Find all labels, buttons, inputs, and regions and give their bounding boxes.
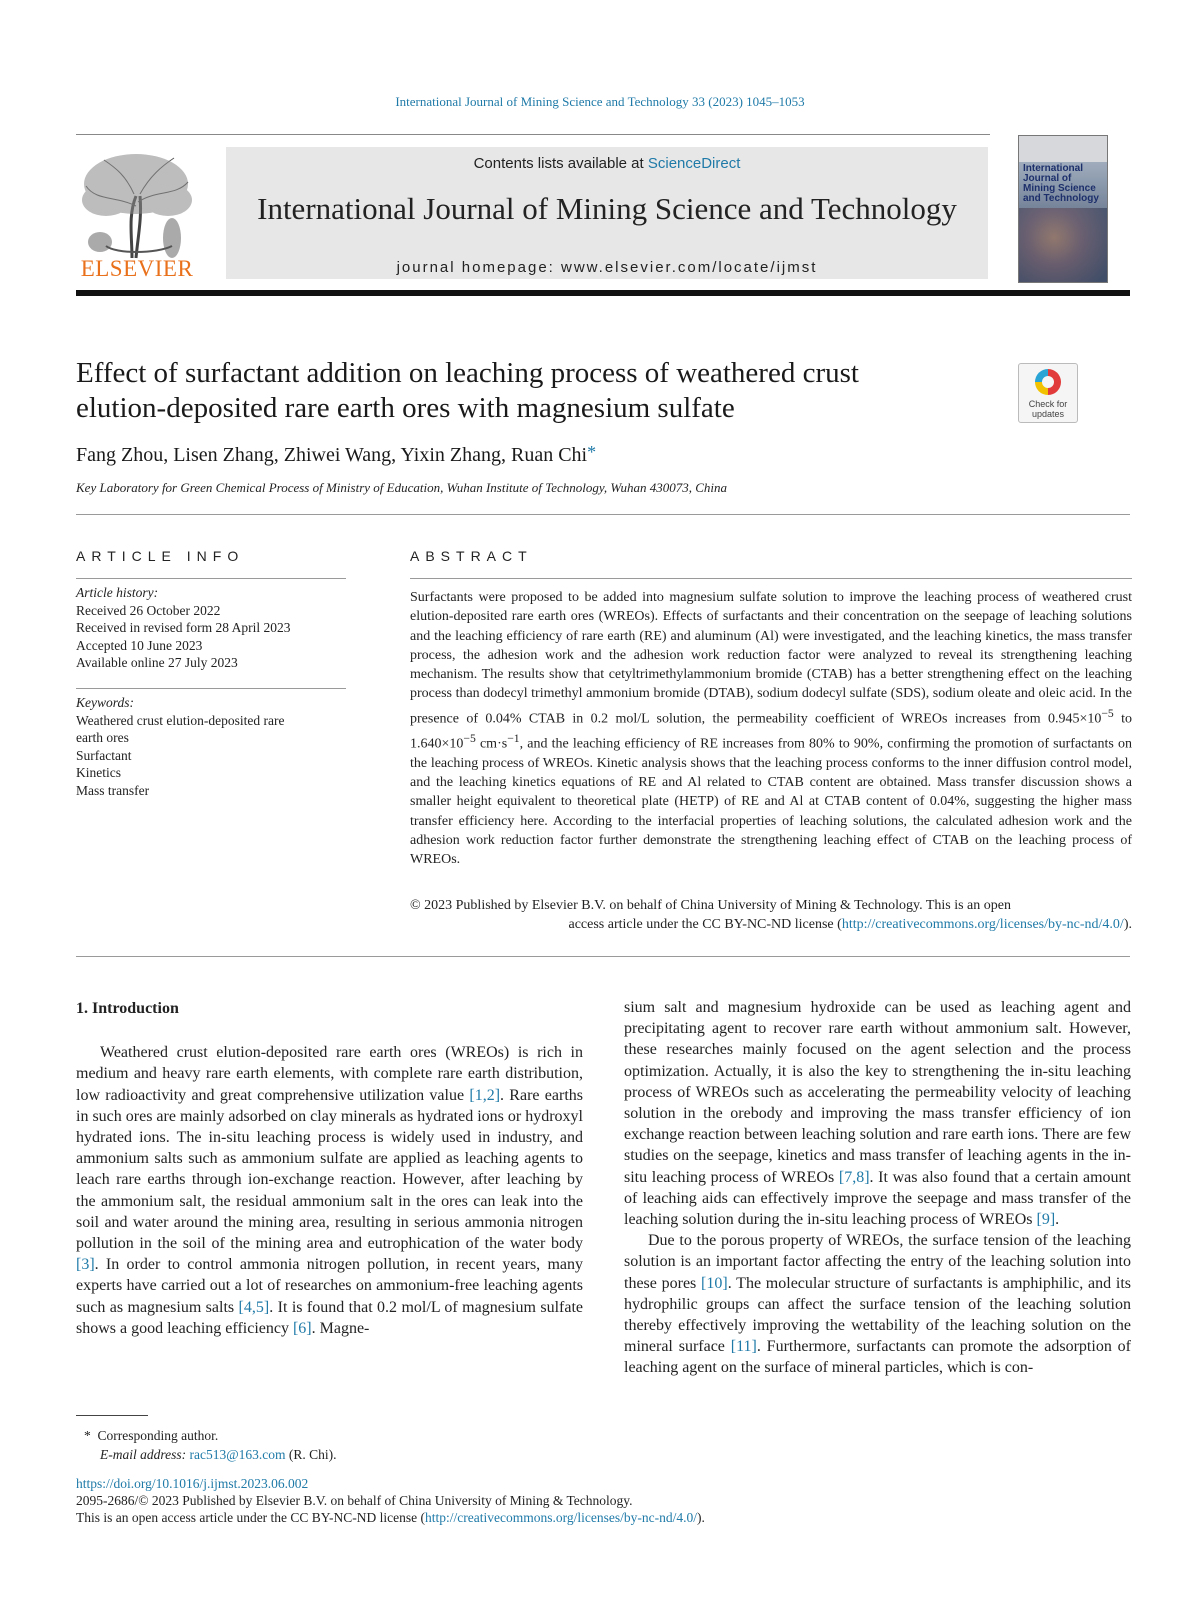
contents-line: Contents lists available at ScienceDirect — [473, 155, 741, 172]
intro-paragraph-1: Weathered crust elution-deposited rare earth ores (WREOs) is rich in medium and heavy rare earth elements, with complete rare earth distribution, low radioactivity and great comprehensive utilization value [1,2]. Rare earths in such ores are mainly adsorbed on clay minerals as hydrated ions or hydroxyl hydrated ions. The in-situ leaching process is widely used in industry, and ammonium salts such as ammonium sulfate are applied as leaching agents to leach rare earths through ion-exchange reaction. However, after leaching by the ammonium salt, the residual ammonium salt in the ores can leak into the soil and water around the mining area, resulting in serious ammonia nitrogen pollution in the soil of the mining area and eutrophication of the water body [3]. In order to control ammonia nitrogen pollution, in recent years, many experts have carried out a lot of researches on ammonium-free leaching agents such as magnesium salts [4,5]. It is found that 0.2 mol/L of magnesium sulfate shows a good leaching efficiency [6]. Magne- — [76, 1044, 584, 1337]
check-for-updates-button[interactable]: Check for updates — [1018, 363, 1078, 423]
journal-title: International Journal of Mining Science and Technology — [257, 191, 957, 226]
journal-masthead — [226, 147, 988, 279]
license-link[interactable]: http://creativecommons.org/licenses/by-nc-nd/4.0/ — [841, 917, 1124, 933]
abstract-text: Surfactants were proposed to be added into magnesium sulfate solution to improve the leaching process of weathered crust elution-deposited rare earth ores (WREOs). Effects of surfactants and their concentration on the seepage of leaching solutions and the leaching efficiency of rare earth (RE) and aluminum (Al) were investigated, and the leaching kinetics, the mass transfer process, the adhesion work and the adhesion work reduction factor were analyzed to reveal its strengthening leaching mechanism. The results show that cetyltrimethylammonium bromide (CTAB) has a better strengthening effect on the leaching process than dodecyl trimethyl ammonium bromide (DTAB), sodium dodecyl sulfate (SDS), sodium oleate and oleic acid. In the presence of 0.04% CTAB in 0.2 mol/L solution, the permeability coefficient of WREOs increases from $0.945\times 10^{-5}$ to $1.640\times 10^{-5}$ $cm\cdot s^{-1}$, and the leaching efficiency of RE increases from 80% to 90%, confirming the promotion of surfactants on the leaching process of WREOs. Kinetic analysis shows that the leaching process conforms to the inner diffusion control model, and the leaching kinetics equations of RE and Al related to CTAB content are obtained. Mass transfer discussion shows a smaller height equivalent to theoretical plate (HETP) of RE and Al at CTAB content of 0.04%, suggesting the higher mass transfer efficiency here. According to the interfacial properties of leaching solutions, the calculated adhesion work and the adhesion work reduction factor further demonstrate the strengthening leaching effect of CTAB on the leaching process of WREOs. — [410, 590, 1133, 868]
header-rule — [76, 134, 990, 135]
body-column-right — [624, 997, 1131, 1379]
citation-link[interactable]: [3] — [76, 1256, 95, 1274]
abstract-rule — [410, 578, 1132, 579]
check-updates-icon — [1035, 369, 1061, 395]
footnote-rule — [76, 1415, 148, 1416]
citation-link[interactable]: [9] — [1036, 1211, 1056, 1229]
email-link[interactable]: rac513@163.com — [189, 1447, 286, 1462]
issn-line: 2095-2686/© 2023 Published by Elsevier B.V. on behalf of China University of Mining & Technology. — [76, 1493, 633, 1508]
abstract-bottom-rule — [76, 956, 1130, 957]
intro-paragraph-1-continued: sium salt and magnesium hydroxide can be used as leaching agent and precipitating agent to recover rare earth without ammonium salt. However, these researches mainly focused on the agent selection and the process optimization. Actually, it is also the key to strengthening the in-situ leaching process of WREOs such as accelerating the permeability velocity of leaching solution in the orebody and improving the mass transfer efficiency of ion exchange reaction between leaching solution and rare earth ions. There are few studies on the seepage, kinetics and mass transfer of leaching agents in the in-situ leaching process of WREOs [7,8]. It was also found that a certain amount of leaching aids can effectively improve the seepage and mass transfer of the leaching solution during the in-situ leaching process of WREOs [9]. — [624, 999, 1131, 1229]
citation-link[interactable]: [6] — [292, 1319, 312, 1337]
header-thick-rule — [76, 290, 1130, 296]
article-info-rule — [76, 578, 346, 579]
author-list: Fang Zhou, Lisen Zhang, Zhiwei Wang, Yixin Zhang, Ruan Chi* — [76, 442, 597, 466]
footer-license: This is an open access article under the CC BY-NC-ND license (http://creativecommons.org/licenses/by-nc-nd/4.0/). — [76, 1510, 705, 1525]
abstract-copyright: © 2023 Published by Elsevier B.V. on behalf of China University of Mining & Technology. This is an open access article under the CC BY-NC-ND license (http://creativecommons.org/licenses/by-nc-nd/4.0/). — [410, 898, 1132, 933]
doi-link[interactable]: https://doi.org/10.1016/j.ijmst.2023.06.002 — [76, 1476, 309, 1491]
paper-title: Effect of surfactant addition on leaching process of weathered crust elution-deposited rare earth ores with magnesium sulfate — [76, 357, 859, 424]
corresponding-author-mark[interactable]: * — [587, 442, 597, 462]
journal-reference[interactable]: International Journal of Mining Science and Technology 33 (2023) 1045–1053 — [395, 94, 805, 109]
article-info-heading: ARTICLE INFO — [76, 548, 245, 564]
email-note: E-mail address: rac513@163.com (R. Chi). — [100, 1447, 337, 1462]
citation-link[interactable]: [10] — [701, 1274, 728, 1292]
citation-link[interactable]: [11] — [730, 1338, 757, 1356]
keywords: Keywords: Weathered crust elution-deposited rare earth ores Surfactant Kinetics Mass transfer — [76, 695, 285, 798]
article-history: Article history: Received 26 October 2022 Received in revised form 28 April 2023 Accepted 10 June 2023 Available online 27 July 2023 — [76, 585, 291, 670]
footer-license-link[interactable]: http://creativecommons.org/licenses/by-nc-nd/4.0/ — [425, 1510, 697, 1525]
journal-cover-image — [1018, 135, 1108, 283]
body-column-left — [76, 998, 583, 1339]
journal-homepage[interactable]: journal homepage: www.elsevier.com/locate/ijmst — [396, 259, 818, 276]
intro-paragraph-2: Due to the porous property of WREOs, the surface tension of the leaching solution is an important factor affecting the entry of the leaching solution into these pores [10]. The molecular structure of surfactants is amphiphilic, and its hydrophilic groups can affect the surface tension of the leaching solution thereby effectively improving the wettability of the leaching solution on the mineral surface [11]. Furthermore, surfactants can promote the adsorption of leaching agent on the surface of mineral particles, which is con- — [624, 1232, 1132, 1377]
elsevier-logo-text: ELSEVIER — [80, 256, 194, 281]
citation-link[interactable]: [1,2] — [469, 1086, 501, 1104]
section-heading-introduction: 1. Introduction — [76, 1000, 179, 1017]
citation-link[interactable]: [7,8] — [838, 1168, 870, 1186]
corresponding-author-note: * Corresponding author. — [84, 1428, 219, 1443]
cover-title: International Journal of Mining Science and Technology — [1023, 163, 1099, 204]
title-rule — [76, 514, 1130, 515]
sciencedirect-link[interactable]: ScienceDirect — [647, 155, 741, 172]
keywords-rule — [76, 688, 346, 689]
citation-link[interactable]: [4,5] — [238, 1298, 270, 1316]
affiliation: Key Laboratory for Green Chemical Process of Ministry of Education, Wuhan Institute of Technology, Wuhan 430073, China — [76, 480, 728, 495]
abstract-heading: ABSTRACT — [410, 548, 533, 564]
